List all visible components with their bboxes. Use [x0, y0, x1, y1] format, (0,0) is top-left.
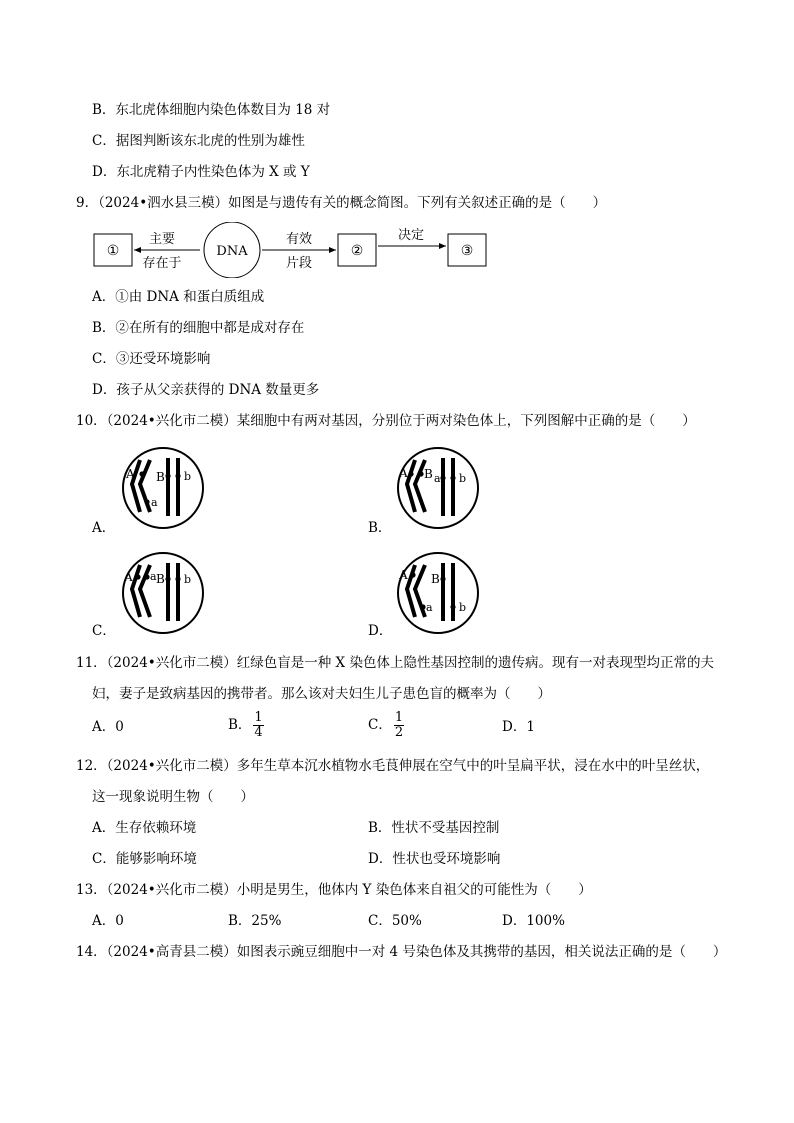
q13-stem: 13．（2024•兴化市二模）小明是男生，他体内 Y 染色体来自祖父的可能性为（ ）	[76, 882, 592, 898]
svg-text:b: b	[459, 472, 467, 485]
q12-option-a: A．生存依赖环境	[92, 820, 197, 836]
q10-label-b: B．	[368, 520, 392, 536]
svg-text:B: B	[424, 467, 433, 481]
q13-option-b: B．25%	[228, 913, 282, 929]
svg-text:b: b	[459, 601, 467, 614]
svg-text:B: B	[156, 572, 165, 586]
arrow-1-bottom-label: 存在于	[142, 256, 182, 271]
q9-option-a: A．①由 DNA 和蛋白质组成	[92, 289, 265, 305]
q13-option-a: A．0	[92, 913, 124, 929]
gene-a: a	[151, 496, 158, 509]
q8-option-d: D．东北虎精子内性染色体为 X 或 Y	[92, 164, 310, 180]
svg-text:A: A	[399, 568, 408, 582]
q11-stem-line1: 11．（2024•兴化市二模）红绿色盲是一种 X 染色体上隐性基因控制的遗传病。现有一对表现型均正常的夫	[76, 655, 714, 671]
arrow-3-head	[439, 243, 446, 249]
q9-option-b: B．②在所有的细胞中都是成对存在	[92, 320, 305, 336]
q9-concept-diagram	[90, 222, 490, 278]
q12-option-c: C．能够影响环境	[92, 851, 197, 867]
box-1-label: ①	[106, 243, 120, 259]
dna-label: DNA	[216, 244, 248, 259]
svg-text:a: a	[150, 570, 157, 583]
arrow-1-head	[134, 247, 141, 253]
q10-label-a: A．	[92, 520, 116, 536]
box-3-label: ③	[460, 243, 474, 259]
q10-cell-c	[118, 549, 208, 639]
q9-stem: 9．（2024•泗水县三模）如图是与遗传有关的概念简图。下列有关叙述正确的是（ ）	[76, 195, 607, 211]
arrow-2-head	[329, 247, 336, 253]
q8-option-b: B．东北虎体细胞内染色体数目为 18 对	[92, 102, 331, 118]
q11-option-d: D．1	[502, 719, 535, 735]
q9-option-d: D．孩子从父亲获得的 DNA 数量更多	[92, 382, 320, 398]
q12-option-b: B．性状不受基因控制	[368, 820, 500, 836]
q10-stem: 10．（2024•兴化市二模）某细胞中有两对基因，分别位于两对染色体上，下列图解中正确的是（ ）	[76, 413, 696, 429]
q14-stem: 14．（2024•高青县二模）如图表示豌豆细胞中一对 4 号染色体及其携带的基因，相关说法正确的是（ ）	[76, 944, 727, 960]
q13-option-c: C．50%	[368, 913, 422, 929]
q11-option-b-fraction: $\frac{1}{4}$	[254, 710, 263, 740]
arrow-2-bottom-label: 片段	[285, 256, 313, 271]
arrow-1-top-label: 主要	[148, 232, 176, 247]
gene-b: b	[184, 470, 192, 483]
q9-option-c: C．③还受环境影响	[92, 351, 211, 367]
q11-option-b	[228, 711, 264, 740]
q12-option-d: D．性状也受环境影响	[368, 851, 501, 867]
arrow-2-top-label: 有效	[285, 232, 313, 247]
q10-cell-d	[393, 549, 483, 639]
svg-text:B: B	[431, 572, 440, 586]
q11-option-c-fraction: $\frac{1}{2}$	[394, 710, 404, 740]
q10-cell-b	[393, 444, 483, 534]
q11-option-c	[368, 711, 404, 740]
q11-stem-line2: 妇，妻子是致病基因的携带者。那么该对夫妇生儿子患色盲的概率为（ ）	[92, 686, 551, 702]
svg-text:A: A	[399, 466, 408, 480]
gene-A: A	[126, 467, 135, 481]
q11-option-a: A．0	[92, 719, 124, 735]
q11-option-c-label: C．	[368, 717, 392, 733]
q10-cell-a	[118, 444, 208, 534]
svg-text:A: A	[124, 570, 133, 584]
q10-label-c: C．	[92, 623, 116, 639]
svg-text:a: a	[426, 601, 433, 614]
q8-option-c: C．据图判断该东北虎的性别为雄性	[92, 133, 305, 149]
q12-stem-line2: 这一现象说明生物（ ）	[92, 789, 254, 805]
q12-stem-line1: 12．（2024•兴化市二模）多年生草本沉水植物水毛茛伸展在空气中的叶呈扁平状，浸在水中的叶呈丝状，	[76, 758, 710, 774]
q11-option-b-label: B．	[228, 717, 252, 733]
q10-label-d: D．	[368, 623, 393, 639]
svg-text:b: b	[184, 573, 192, 586]
q13-option-d: D．100%	[502, 913, 565, 929]
arrow-3-top-label: 决定	[397, 228, 425, 243]
gene-B: B	[156, 470, 165, 484]
box-2-label: ②	[350, 243, 364, 259]
svg-text:a: a	[434, 472, 441, 485]
